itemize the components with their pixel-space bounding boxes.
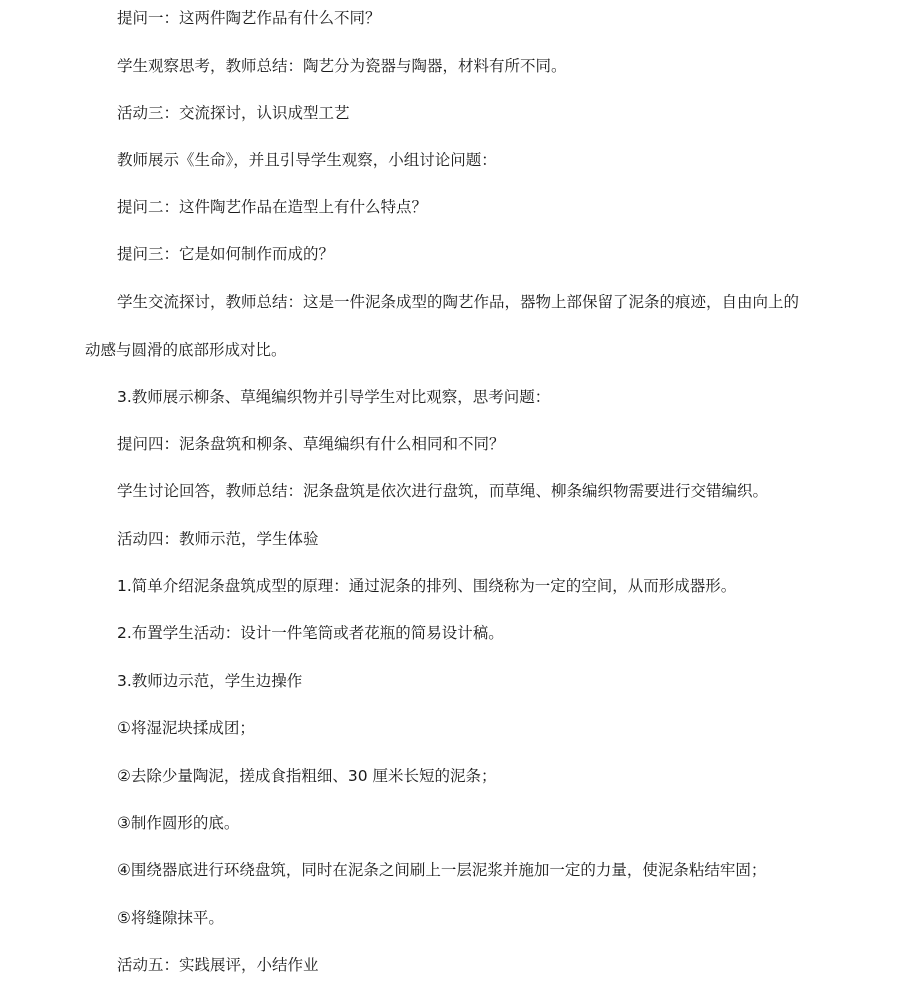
paragraph-summary-materials: 学生观察思考，教师总结：陶艺分为瓷器与陶器，材料有所不同。 xyxy=(117,57,567,75)
paragraph-activity-three: 活动三：交流探讨，认识成型工艺 xyxy=(117,104,350,122)
paragraph-substep-five: ⑤将缝隙抹平。 xyxy=(117,909,224,927)
paragraph-question-three: 提问三：它是如何制作而成的？ xyxy=(117,245,335,263)
paragraph-step-one-principle: 1.简单介绍泥条盘筑成型的原理：通过泥条的排列、围绕称为一定的空间，从而形成器形。 xyxy=(117,577,737,595)
paragraph-question-two: 提问二：这件陶艺作品在造型上有什么特点？ xyxy=(117,198,428,216)
paragraph-activity-five: 活动五：实践展评，小结作业 xyxy=(117,956,319,974)
paragraph-question-four: 提问四：泥条盘筑和柳条、草绳编织有什么相同和不同？ xyxy=(117,435,505,453)
paragraph-summary-coil: 学生交流探讨，教师总结：这是一件泥条成型的陶艺作品，器物上部保留了泥条的痕迹，自由向上的 xyxy=(117,293,800,311)
paragraph-step-three-demo: 3.教师边示范，学生边操作 xyxy=(117,672,303,690)
paragraph-substep-four: ④围绕器底进行环绕盘筑，同时在泥条之间刷上一层泥浆并施加一定的力量，使泥条粘结牢固； xyxy=(117,861,767,879)
paragraph-question-one: 提问一：这两件陶艺作品有什么不同？ xyxy=(117,9,381,27)
paragraph-activity-four: 活动四：教师示范，学生体验 xyxy=(117,530,319,548)
paragraph-summary-weaving: 学生讨论回答，教师总结：泥条盘筑是依次进行盘筑，而草绳、柳条编织物需要进行交错编织。 xyxy=(117,482,769,500)
paragraph-substep-three: ③制作圆形的底。 xyxy=(117,814,240,832)
paragraph-step-three-weaving: 3.教师展示柳条、草绳编织物并引导学生对比观察，思考问题： xyxy=(117,388,551,406)
paragraph-show-life: 教师展示《生命》，并且引导学生观察，小组讨论问题： xyxy=(117,151,497,169)
paragraph-summary-coil-continued: 动感与圆滑的底部形成对比。 xyxy=(85,341,287,359)
paragraph-substep-two: ②去除少量陶泥，搓成食指粗细、30 厘米长短的泥条； xyxy=(117,767,497,785)
paragraph-step-two-design: 2.布置学生活动：设计一件笔筒或者花瓶的简易设计稿。 xyxy=(117,624,504,642)
paragraph-substep-one: ①将湿泥块揉成团； xyxy=(117,719,255,737)
